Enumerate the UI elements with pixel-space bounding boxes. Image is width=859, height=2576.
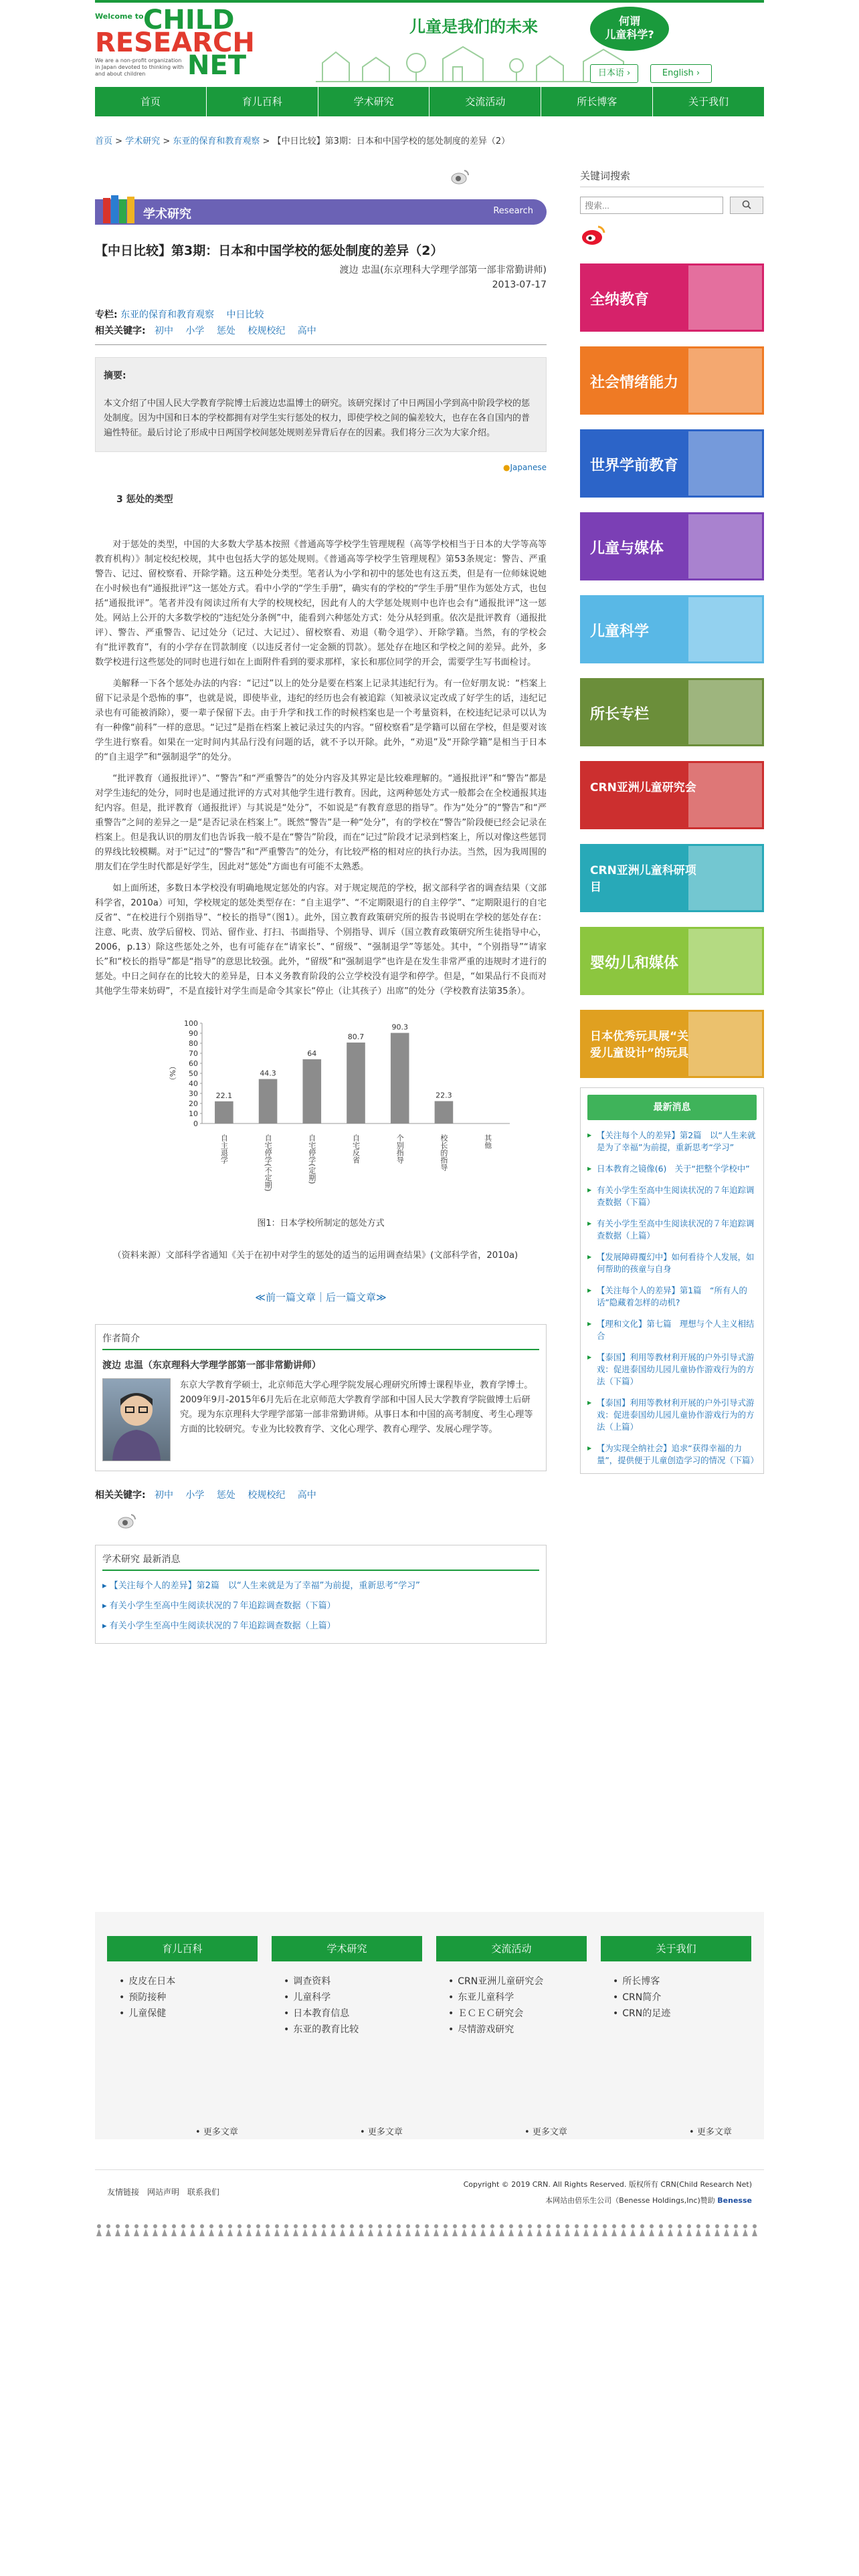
- author-profile: [95, 1324, 547, 1471]
- footer-link[interactable]: • CRN亚洲儿童研究会: [448, 1973, 587, 1990]
- child-figure-icon: [153, 2224, 158, 2236]
- latest-item-label: 【关注每个人的差异】第2篇 以“人生来就是为了幸福”为前提，重新思考“学习”: [109, 1581, 420, 1591]
- news-item[interactable]: ▶ 有关小学生至高中生阅读状况的７年追踪调查数据（下篇）: [587, 1184, 757, 1208]
- books-icon: [102, 194, 136, 225]
- child-figure-icon: [696, 2224, 701, 2236]
- child-figure-icon: [462, 2224, 467, 2236]
- child-figure-icon: [359, 2224, 364, 2236]
- article-meta: [95, 307, 547, 339]
- bar-value-label: 80.7: [347, 1032, 365, 1041]
- footer-link[interactable]: • 皮皮在日本: [119, 1973, 258, 1990]
- banner-illustration: [688, 680, 762, 744]
- sidebar-banner-label: 儿童与媒体: [590, 540, 664, 557]
- footer-link[interactable]: • 预防接种: [119, 1990, 258, 2006]
- child-figure-icon: [265, 2224, 270, 2236]
- profile-bio: 东京大学教育学硕士，北京师范大学心理学院发展心理研究所博士课程毕业，教育学博士。2009年9月-2015年6月先后在北京师范大学教育学部和中国人民大学教育学院做博士后研究。现为东京理科大学理学部第一部非常勤讲师。从事日本和中国的高考制度、考生心理等方面的比较研究。专业为比较教育学、文化心理学、教育心理学、发展心理学等。: [180, 1380, 533, 1434]
- logo-word-net: NET: [187, 50, 247, 81]
- child-figure-icon: [743, 2224, 748, 2236]
- breadcrumb-research[interactable]: 学术研究: [125, 136, 161, 146]
- child-figure-icon: [171, 2224, 177, 2236]
- footer-col-title[interactable]: 交流活动: [436, 1936, 587, 1961]
- y-tick-label: 30: [189, 1089, 198, 1098]
- article-paragraph: “批评教育（通报批评）”、“警告”和“严重警告”的处分内容及其界定是比较难理解的。“通报批评”和“警告”都是对学生违纪的处分，同时也是通过批评的方式对其他学生进行教育。因此，这两种惩处方式一般都会在全校通报其违纪内容。但是，批评教育（通报批评）与其说是“处分”，不如说是“有教育意思的指导”。作为“处分”的“警告”和“严重警告”之间的差异之一是“是否记录在档案上”。既然“警告”是一种“处分”，有的学校在“警告”阶段便已经会记录在档案上。但是我认识的朋友们也告诉我一般不是在“警告”阶段，而在“记过”阶段才记录到档案上，所以对像这些惩罚的界线比较模糊。对于“记过”的“警告”和“严重警告”的处分，有比较严格的相对应的执行办法。当然，因为我周围的朋友们在学生时代都是好学生，因此对“惩处”方面也有可能不太熟悉。: [95, 774, 547, 872]
- column-label: 专栏:: [95, 310, 118, 320]
- child-figure-icon: [443, 2224, 448, 2236]
- child-figure-icon: [368, 2224, 373, 2236]
- child-figure-icon: [733, 2224, 739, 2236]
- logo-word-child: CHILD: [143, 5, 235, 35]
- child-figure-icon: [668, 2224, 673, 2236]
- weibo-share-icon[interactable]: [118, 1513, 136, 1529]
- child-figure-icon: [574, 2224, 579, 2236]
- site-logo[interactable]: [95, 5, 255, 83]
- child-figure-icon: [181, 2224, 186, 2236]
- child-figure-icon: [106, 2224, 111, 2236]
- footer-link[interactable]: • 调查资料: [284, 1973, 422, 1990]
- sidebar-banner[interactable]: [580, 429, 764, 498]
- child-figure-icon: [190, 2224, 195, 2236]
- footer-sitemap: [95, 1912, 764, 2139]
- y-tick-label: 70: [189, 1049, 198, 1058]
- child-figure-icon: [284, 2224, 289, 2236]
- sidebar-banner-list: [580, 263, 764, 1078]
- news-item[interactable]: ▶ 【关注每个人的差异】第2篇 以“人生来就是为了幸福”为前提，重新思考“学习”: [587, 1130, 757, 1154]
- child-figure-icon: [724, 2224, 729, 2236]
- keyword-search-title: 关键词搜索: [580, 169, 764, 187]
- news-item[interactable]: ▶ 日本教育之镜像(6) 关于“把整个学校中”: [587, 1163, 757, 1175]
- keyword-link[interactable]: 惩处: [216, 1490, 235, 1501]
- news-item[interactable]: ▶ 【为实现全纳社会】追求“获得幸福的力量”，提供便于儿童创造学习的情况（下篇）: [587, 1442, 757, 1467]
- x-tick-label: 自宅反省: [351, 1134, 361, 1164]
- child-figure-icon: [555, 2224, 561, 2236]
- child-figure-icon: [611, 2224, 617, 2236]
- logo-tagline: We are a non-profit organization in Japan devoted to thinking with and about children: [95, 58, 184, 77]
- more-articles-link[interactable]: • 更多文章: [195, 2125, 238, 2137]
- banner-illustration: [688, 514, 762, 578]
- breadcrumb: 首页 > 学术研究 > 东亚的保育和教育观察 > 【中日比较】第3期：日本和中国学校的惩处制度的差异（2）: [95, 136, 510, 146]
- column-row: [95, 307, 547, 323]
- weibo-follow-icon[interactable]: [580, 223, 607, 246]
- bottom-keyword-row: [95, 1487, 547, 1503]
- y-tick-label: 90: [189, 1029, 198, 1038]
- bar-chart-svg: [95, 1012, 547, 1213]
- footer-col: [107, 1936, 258, 2022]
- child-figure-icon: [714, 2224, 720, 2236]
- japanese-version-link[interactable]: [95, 463, 547, 472]
- child-figure-icon: [256, 2224, 261, 2236]
- child-figure-icon: [424, 2224, 430, 2236]
- column-link-east-asia[interactable]: 东亚的保育和教育观察: [120, 310, 215, 320]
- child-figure-icon: [452, 2224, 458, 2236]
- footer-link[interactable]: • 东亚的教育比较: [284, 2022, 422, 2038]
- chart-bar: [435, 1101, 454, 1123]
- child-figure-icon: [293, 2224, 298, 2236]
- child-figure-icon: [321, 2224, 326, 2236]
- breadcrumb-home[interactable]: 首页: [95, 136, 113, 146]
- weibo-share-icon[interactable]: [451, 169, 470, 185]
- banner-illustration: [688, 431, 762, 496]
- footer-bottom-links[interactable]: 友情链接 网站声明 联系我们: [107, 2187, 220, 2197]
- sidebar-banner[interactable]: [580, 678, 764, 746]
- footer-col-title[interactable]: 育儿百科: [107, 1936, 258, 1961]
- sidebar-banner[interactable]: [580, 512, 764, 580]
- latest-research: [95, 1545, 547, 1644]
- footer-col-title[interactable]: 学术研究: [272, 1936, 422, 1961]
- site-slogan: 儿童是我们的未来: [409, 17, 538, 36]
- x-tick-label: 自宅停学(不定期): [264, 1134, 273, 1192]
- keyword-link[interactable]: 校规校纪: [248, 326, 286, 336]
- keyword-label: 相关关键字:: [95, 326, 146, 336]
- child-figure-icon: [537, 2224, 542, 2236]
- breadcrumb-current: 【中日比较】第3期：日本和中国学校的惩处制度的差异（2）: [272, 136, 510, 146]
- child-figure-icon: [480, 2224, 486, 2236]
- more-articles-link[interactable]: • 更多文章: [524, 2125, 567, 2137]
- article-title: 【中日比较】第3期：日本和中国学校的惩处制度的差异（2）: [95, 243, 444, 258]
- child-figure-icon: [434, 2224, 439, 2236]
- y-tick-label: 100: [184, 1019, 198, 1028]
- child-figure-icon: [471, 2224, 476, 2236]
- chart-bar: [259, 1079, 278, 1123]
- child-figure-icon: [349, 2224, 355, 2236]
- child-figure-icon: [593, 2224, 598, 2236]
- banner-illustration: [688, 929, 762, 993]
- child-figure-icon: [96, 2224, 102, 2236]
- keyword-link[interactable]: 校规校纪: [248, 1490, 286, 1501]
- latest-item[interactable]: ▸ 有关小学生至高中生阅读状况的７年追踪调查数据（上篇）: [102, 1621, 336, 1631]
- child-figure-icon: [396, 2224, 401, 2236]
- sidebar-banner[interactable]: [580, 761, 764, 829]
- banner-illustration: [688, 348, 762, 413]
- keyword-link[interactable]: 高中: [297, 1490, 316, 1501]
- child-figure-icon: [124, 2224, 130, 2236]
- search-button[interactable]: [730, 197, 763, 214]
- keyword-row: [95, 323, 547, 339]
- search-bar: [580, 197, 764, 214]
- y-tick-label: 20: [189, 1099, 198, 1108]
- chart-bar: [215, 1101, 233, 1123]
- y-tick-label: 10: [189, 1109, 198, 1118]
- sidebar-banner-label: 所长专栏: [590, 706, 650, 723]
- chart-caption: 图1：日本学校所制定的惩处方式: [257, 1218, 385, 1228]
- article-paragraph: 如上面所述，多数日本学校没有明确地规定惩处的内容。对于规定规范的学校，据文部科学省的调查结果（文部科学省，2010a）可知，学校规定的惩处类型存在：“自主退学”、“不定期限退行的自主停学”、“定期限退行的自宅反省”、“在校进行个别指导”、“校长的指导”（图1）。此外，国立教育政策研究所的报告书说明在学校的惩处存在：注意、叱责、放学后留校、罚站、留作业、打扫、书面指导、个别指导、训斥（国立教育政策研究所生徒指导中心，2006，p.13）除这些惩处之外，也有可能存在“请家长”、“留级”、“强制退学”等惩处。其中，“个别指导”“请家长”和“校长的指导”都是“指导”的意思比较强。此外，“留级”和“强制退学”也许是在发生非常严重的违规时才进行的惩处。中日之间存在的比较大的差异是，日本义务教育阶段的公立学校没有退学和停学。但是，“如果品行不良而对其他学生带来妨碍”，不是直接针对学生而是命令其家长“停止（让其孩子）出席”的处分（学校教育法第35条）。: [95, 883, 547, 996]
- news-item[interactable]: ▶ 【发展障碍覆幻中】如何看待个人发展，如何帮助的孩童与自身: [587, 1251, 757, 1275]
- sidebar-banner-label: CRN亚洲儿童研究会: [590, 781, 696, 794]
- child-figure-icon: [302, 2224, 308, 2236]
- latest-news: [580, 1087, 764, 1474]
- y-tick-label: 60: [189, 1059, 198, 1068]
- page: [95, 3, 764, 2576]
- child-figure-icon: [602, 2224, 607, 2236]
- sidebar-banner[interactable]: [580, 844, 764, 912]
- child-figure-icon: [583, 2224, 589, 2236]
- child-figure-icon: [134, 2224, 139, 2236]
- sidebar-banner[interactable]: [580, 595, 764, 663]
- article-author: 渡边 忠温(东京理科大学理学部第一部非常勤讲师): [339, 265, 547, 276]
- column-link-sino-japan[interactable]: 中日比较: [226, 310, 264, 320]
- profile-name: 渡边 忠温（东京理科大学理学部第一部非常勤讲师）: [102, 1360, 321, 1371]
- main-column: [95, 158, 547, 1644]
- nav-parenting[interactable]: 育儿百科: [207, 87, 318, 116]
- child-figure-icon: [218, 2224, 223, 2236]
- breadcrumb-east-asia[interactable]: 东亚的保育和教育观察: [173, 136, 260, 146]
- article-paragraph: 美解释一下各个惩处办法的内容：“记过”以上的处分是要在档案上记录其违纪行为。有一位好朋友说：“档案上留下记录是个恐怖的事”，也就是说，即使毕业，违纪的经历也会有被追踪（知被录议定改成了好学生的话，违纪记录也有可能被消除），要一辈子保留下去。由于升学和找工作的时候档案也是一个考量资料，在校违纪记录可以认为有一种像“前科”一样的意思。“记过”是指在档案上被记录过失的内容。“留校察看”是学籍可以留在学校，但是要对该学生进行察看。如果在一定时间内其品行没有问题的话，就不予以开除。此外，“劝退”及“开除学籍”是相当于日本的“自主退学”和“强制退学”的处分。: [95, 679, 547, 762]
- banner-illustration: [688, 846, 762, 910]
- footer-link[interactable]: • ＥＣＥＣ研究会: [448, 2006, 587, 2022]
- author-photo: [102, 1378, 171, 1461]
- child-figure-icon: [209, 2224, 214, 2236]
- sidebar-banner[interactable]: [580, 263, 764, 332]
- sidebar-banner[interactable]: [580, 927, 764, 995]
- jp-bullet-icon: ●: [503, 463, 510, 472]
- section-banner-en: Research: [493, 206, 533, 216]
- footer-col: [272, 1936, 422, 2038]
- child-figure-icon: [274, 2224, 280, 2236]
- chart-bar: [347, 1043, 365, 1123]
- more-articles-link[interactable]: • 更多文章: [689, 2125, 732, 2137]
- y-tick-label: 80: [189, 1039, 198, 1048]
- child-figure-icon: [237, 2224, 242, 2236]
- sponsor-row: [464, 2193, 752, 2209]
- child-figure-icon: [405, 2224, 411, 2236]
- sidebar-banner-label: 婴幼儿和媒体: [590, 955, 679, 972]
- nav-about[interactable]: 关于我们: [688, 96, 729, 108]
- child-figure-icon: [640, 2224, 645, 2236]
- y-tick-label: 0: [193, 1119, 198, 1128]
- latest-item[interactable]: ▸ 有关小学生至高中生阅读状况的７年追踪调查数据（下篇）: [102, 1601, 336, 1611]
- child-figure-icon: [246, 2224, 252, 2236]
- site-footer: [95, 2169, 764, 2230]
- logo-welcome: Welcome to: [95, 12, 144, 21]
- search-icon: [742, 200, 751, 209]
- banner-illustration: [688, 265, 762, 330]
- footer-col-title[interactable]: 关于我们: [601, 1936, 751, 1961]
- article-paragraph: 对于惩处的类型，中国的大多数大学基本按照《普通高等学校学生管理规程（高等学校相当于日本的大学等高等教育机构）》制定校纪校规，其中也包括大学的惩处规则。《普通高等学校学生管理规程》第53条规定：警告、严重警告、记过、留校察看、开除学籍。这五种处分类型。笔者认为小学和初中的惩处也有这五类，但是有一位师妹说她在小时候也有“通报批评”这一惩处方式。看中小学的“学生手册”，确实有的学校的“学生手册”里作为惩处方式，也包括“通报批评”。笔者并没有阅读过所有大学的校规校纪，因此有人的大学惩处规则中也许也会有“通报批评”这一惩处。网站上公开的大多数学校的“违纪处分条例”中，能看到六种惩处方式：处分从轻到重。依次是批评教育（通报批评）、警告、严重警告、记过处分（记过、大记过）、留校察看、劝退（勒令退学）、开除学籍。当然，有的学校会有“批评教育”，有的小学存在罚款制度（以违反者付一定金额的罚款）。惩处存在地区和学校之间的差异。此外，多数学校进行这些惩处的同时也进行如在上面附件看到的要求那样，家长和那位同学的开会，需要学生写书面检讨。: [95, 540, 547, 667]
- what-is-child-science-bubble[interactable]: 何谓 儿童科学?: [590, 7, 669, 51]
- child-figure-icon: [312, 2224, 317, 2236]
- japanese-link-label: Japanese: [510, 463, 547, 472]
- article-pager[interactable]: ≪前一篇文章｜后一篇文章≫: [255, 1291, 387, 1303]
- child-figure-icon: [752, 2224, 757, 2236]
- sidebar-banner-label: 儿童科学: [590, 623, 650, 640]
- x-tick-label: 自宅停学(定期): [307, 1134, 316, 1184]
- child-figure-icon: [527, 2224, 533, 2236]
- lang-english-button[interactable]: English ›: [650, 64, 712, 83]
- news-item[interactable]: ▶ 【关注每个人的差异】第1篇 “所有人的话”隐藏着怎样的动机?: [587, 1285, 757, 1309]
- latest-item[interactable]: ▸ 【关注每个人的差异】第2篇 以“人生来就是为了幸福”为前提，重新思考“学习”: [102, 1581, 420, 1591]
- footer-col: [601, 1936, 751, 2022]
- nav-research[interactable]: 学术研究: [318, 87, 430, 116]
- bar-value-label: 22.3: [436, 1091, 452, 1100]
- abstract-box: [95, 357, 547, 452]
- latest-item-label: 有关小学生至高中生阅读状况的７年追踪调查数据（下篇）: [109, 1601, 336, 1611]
- benesse-logo[interactable]: Benesse: [717, 2196, 752, 2205]
- main-nav: [95, 87, 764, 116]
- divider: [95, 344, 547, 345]
- nav-director-blog[interactable]: 所长博客: [541, 87, 653, 116]
- sidebar: [580, 169, 764, 1474]
- village-illustration-icon: [316, 43, 637, 83]
- footer-link[interactable]: • 所长博客: [613, 1973, 751, 1990]
- child-figure-icon: [621, 2224, 626, 2236]
- bar-value-label: 44.3: [260, 1069, 276, 1078]
- news-item[interactable]: ▶ 【理和文化】第七篇 理想与个人主义相结合: [587, 1318, 757, 1342]
- site-header: [95, 3, 764, 87]
- nav-exchange[interactable]: 交流活动: [430, 87, 541, 116]
- abstract-text: 本文介绍了中国人民大学教育学院博士后渡边忠温博士的研究。该研究探讨了中日两国小学到高中阶段学校的惩处制度。因为中国和日本的学校都拥有对学生实行惩处的权力，即使学校之间的偏差较大，也存在各自国内的普遍性特征。最后讨论了形成中日两国学校间惩处规则差异背后存在的因素。我们将分三次为大家介绍。: [104, 399, 531, 438]
- child-figure-icon: [143, 2224, 149, 2236]
- x-tick-label: 校长的指导: [439, 1134, 448, 1171]
- section-banner-title: 学术研究: [143, 207, 191, 221]
- x-tick-label: 其他: [483, 1134, 492, 1149]
- keyword-link[interactable]: 初中: [154, 326, 173, 336]
- news-item[interactable]: ▶ 【泰国】利用等教材利开展的户外引导式游戏：促进泰国幼儿园儿童协作游戏行为的方法（下篇）: [587, 1352, 757, 1388]
- y-axis-label: （%）: [169, 1062, 177, 1085]
- x-tick-label: 自主退学: [219, 1134, 229, 1164]
- person-icon: [103, 1379, 170, 1461]
- copyright: [464, 2177, 752, 2209]
- child-figure-icon: [199, 2224, 205, 2236]
- y-tick-label: 50: [189, 1069, 198, 1078]
- nav-home[interactable]: 首页: [95, 87, 207, 116]
- sidebar-banner[interactable]: [580, 1010, 764, 1078]
- sidebar-banner-label: 社会情绪能力: [590, 374, 679, 391]
- sponsor-text: 本网站由倍乐生公司（Benesse Holdings,Inc)赞助: [545, 2196, 715, 2205]
- child-figure-icon: [377, 2224, 383, 2236]
- child-figure-icon: [508, 2224, 514, 2236]
- section-heading: 3 惩处的类型: [116, 494, 173, 505]
- child-figure-icon: [162, 2224, 167, 2236]
- sidebar-banner-label: 日本优秀玩具展“关爱儿童设计”的玩具: [590, 1030, 689, 1060]
- child-figure-icon: [330, 2224, 336, 2236]
- child-figure-icon: [340, 2224, 345, 2236]
- article-date: 2013-07-17: [492, 280, 547, 290]
- keyword-link[interactable]: 惩处: [216, 326, 235, 336]
- footer-link[interactable]: • CRN的足迹: [613, 2006, 751, 2022]
- logo-word-research: RESEARCH: [95, 27, 255, 58]
- child-figure-icon: [546, 2224, 551, 2236]
- child-figure-icon: [630, 2224, 636, 2236]
- sidebar-banner-label: 全纳教育: [590, 292, 650, 308]
- chart-bar: [391, 1033, 409, 1123]
- x-tick-label: 个别指导: [395, 1134, 405, 1164]
- copyright-text: Copyright © 2019 CRN. All Rights Reserved. 版权所有 CRN(Child Research Net): [463, 2180, 752, 2189]
- latest-heading: 学术研究 最新消息: [102, 1552, 539, 1571]
- sidebar-banner-label: CRN亚洲儿童科研项目: [590, 864, 696, 894]
- bar-value-label: 22.1: [215, 1091, 233, 1100]
- abstract-title: 摘要:: [104, 370, 126, 381]
- footer-link[interactable]: • 儿童保健: [119, 2006, 258, 2022]
- bottom-keyword-label: 相关关键字:: [95, 1490, 146, 1501]
- child-figure-icon: [227, 2224, 233, 2236]
- footer-link[interactable]: • CRN简介: [613, 1990, 751, 2006]
- chart-bar: [302, 1059, 321, 1123]
- banner-illustration: [688, 597, 762, 661]
- child-figure-icon: [415, 2224, 420, 2236]
- child-figure-icon: [705, 2224, 710, 2236]
- source-note: （资料来源）文部科学省通知《关于在初中对学生的惩处的适当的运用调查结果》(文部科学省，2010a): [112, 1251, 518, 1261]
- child-figure-icon: [518, 2224, 523, 2236]
- banner-illustration: [688, 763, 762, 827]
- child-figure-icon: [686, 2224, 692, 2236]
- news-heading: 最新消息: [587, 1095, 757, 1120]
- footer-col: [436, 1936, 587, 2038]
- more-articles-link[interactable]: • 更多文章: [360, 2125, 403, 2137]
- latest-item-label: 有关小学生至高中生阅读状况的７年追踪调查数据（上篇）: [109, 1621, 336, 1631]
- bar-value-label: 64: [307, 1049, 317, 1058]
- news-item[interactable]: ▶ 【泰国】利用等教材利开展的户外引导式游戏：促进泰国幼儿园儿童协作游戏行为的方法（上篇）: [587, 1397, 757, 1433]
- child-figure-icon: [677, 2224, 682, 2236]
- footer-link[interactable]: • 儿童科学: [284, 1990, 422, 2006]
- keyword-link[interactable]: 小学: [185, 326, 205, 336]
- keyword-link[interactable]: 小学: [185, 1490, 205, 1501]
- footer-children-pattern-icon: [95, 2223, 764, 2239]
- child-figure-icon: [115, 2224, 120, 2236]
- child-figure-icon: [649, 2224, 654, 2236]
- news-list: [587, 1130, 757, 1467]
- footer-link[interactable]: • 尽情游戏研究: [448, 2022, 587, 2038]
- y-tick-label: 40: [189, 1079, 198, 1088]
- child-figure-icon: [658, 2224, 664, 2236]
- bar-chart: [95, 1012, 547, 1213]
- child-figure-icon: [387, 2224, 392, 2236]
- profile-heading: 作者简介: [102, 1331, 539, 1350]
- lang-japanese-button[interactable]: 日本语 ›: [590, 64, 638, 83]
- bar-value-label: 90.3: [391, 1023, 408, 1032]
- child-figure-icon: [499, 2224, 504, 2236]
- child-figure-icon: [565, 2224, 570, 2236]
- banner-illustration: [688, 1012, 762, 1076]
- keyword-link[interactable]: 高中: [297, 326, 316, 336]
- sidebar-banner[interactable]: [580, 346, 764, 415]
- keyword-link[interactable]: 初中: [154, 1490, 173, 1501]
- footer-link[interactable]: • 日本教育信息: [284, 2006, 422, 2022]
- section-banner: [95, 199, 547, 225]
- child-figure-icon: [490, 2224, 495, 2236]
- search-input[interactable]: [580, 197, 723, 214]
- footer-link[interactable]: • 东亚儿童科学: [448, 1990, 587, 2006]
- sidebar-banner-label: 世界学前教育: [590, 457, 679, 474]
- news-item[interactable]: ▶ 有关小学生至高中生阅读状况的７年追踪调查数据（上篇）: [587, 1218, 757, 1242]
